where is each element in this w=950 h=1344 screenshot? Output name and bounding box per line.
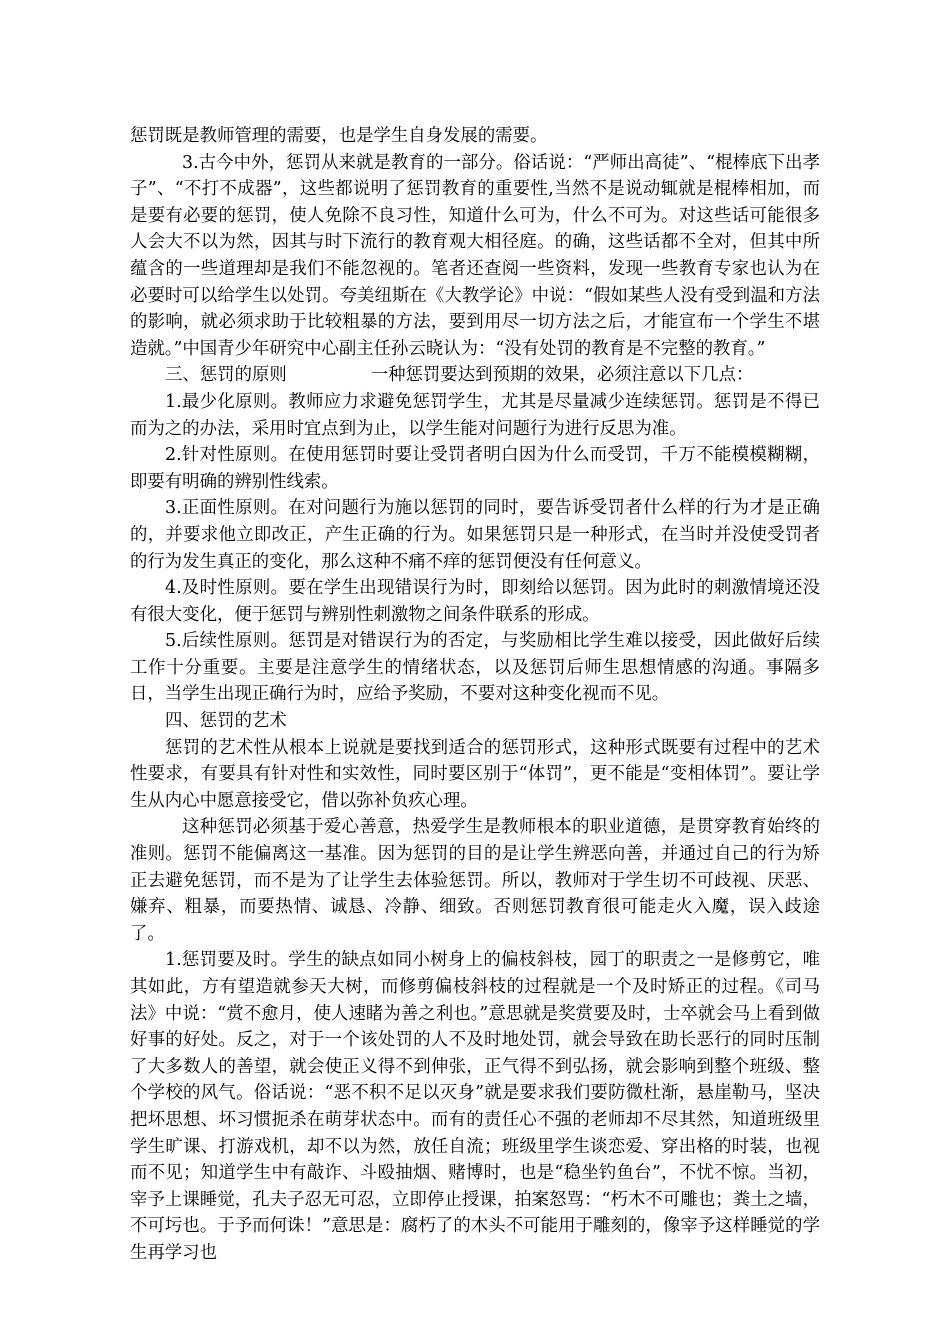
paragraph: 4.及时性原则。要在学生出现错误行为时，即刻给以惩罚。因为此时的刺激情境还没有很大变化，便于惩罚与辨别性刺激物之间条件联系的形成。 [130, 578, 820, 625]
paragraph: 1.最少化原则。教师应力求避免惩罚学生，尤其是尽量减少连续惩罚。惩罚是不得已而为之的办法，采用时宜点到为止，以学生能对问题行为进行反思为准。 [130, 391, 820, 439]
section-heading-paragraph [130, 362, 820, 389]
section-heading: 三、惩罚的原则 [165, 365, 287, 386]
paragraph: 2.针对性原则。在使用惩罚时要让受罚者明白因为什么而受罚，千万不能模模糊糊，即要有明确的辨别性线索。 [130, 445, 820, 492]
document-body [130, 123, 820, 1267]
paragraph: 5.后续性原则。惩罚是对错误行为的否定，与奖励相比学生难以接受，因此做好后续工作十分重要。主要是注意学生的情绪状态，以及惩罚后师生思想情感的沟通。事隔多日，当学生出现正确行为时，应给予奖励，不要对这种变化视而不见。 [130, 631, 820, 705]
paragraph: 惩罚既是教师管理的需要，也是学生自身发展的需要。 [130, 126, 548, 146]
paragraph: 这种惩罚必须基于爱心善意，热爱学生是教师根本的职业道德，是贯穿教育始终的准则。惩罚不能偏离这一基准。因为惩罚的目的是让学生辨恶向善，并通过自己的行为矫正去避免惩罚，而不是为了让学生去体验惩罚。所以，教师对于学生切不可歧视、厌恶、嫌弃、粗暴，而要热情、诚恳、冷静、细致。否则惩罚教育很可能走火入魔，误入歧途了。 [130, 817, 820, 944]
paragraph: 惩罚的艺术性从根本上说就是要找到适合的惩罚形式，这种形式既要有过程中的艺术性要求，有要具有针对性和实效性，同时要区别于“体罚”，更不能是“变相体罚”。要让学生从内心中愿意接受它，借以弥补负疚心理。 [130, 737, 820, 811]
paragraph: 3.古今中外，惩罚从来就是教育的一部分。俗话说：“严师出高徒”、“棍棒底下出孝子”、“不打不成器”，这些都说明了惩罚教育的重要性,当然不是说动辄就是棍棒相加，而是要有必要的惩罚，使人免除不良习性，知道什么可为，什么不可为。对这些话可能很多人会大不以为然，因其与时下流行的教育观大相径庭。的确，这些话都不全对，但其中所蕴含的一些道理却是我们不能忽视的。笔者还查阅一些资料，发现一些教育专家也认为在必要时可以给学生以处罚。夸美纽斯在《大教学论》中说：“假如某些人没有受到温和方法的影响，就必须求助于比较粗暴的方法，要到用尽一切方法之后，才能宣布一个学生不堪造就。”中国青少年研究中心副主任孙云晓认为：“没有处罚的教育是不完整的教育。” [130, 152, 820, 359]
paragraph: 1.惩罚要及时。学生的缺点如同小树身上的偏枝斜枝，园丁的职责之一是修剪它，唯其如此，方有望造就参天大树，而修剪偏枝斜枝的过程就是一个及时矫正的过程。《司马法》中说：“赏不愈月，使人速睹为善之利也。”意思就是奖赏要及时，士卒就会马上看到做好事的好处。反之，对于一个该处罚的人不及时地处罚，就会导致在助长恶行的同时压制了大多数人的善望，就会使正义得不到伸张，正气得不到弘扬，就会影响到整个班级、整个学校的风气。俗话说：“恶不积不足以灭身”就是要求我们要防微杜渐，悬崖勒马，坚决把坏思想、坏习惯扼杀在萌芽状态中。而有的责任心不强的老师却不尽其然，知道班级里学生旷课、打游戏机，却不以为然，放任自流；班级里学生谈恋爱、穿出格的时装，也视而不见；知道学生中有敲诈、斗殴抽烟、赌博时，也是“稳坐钓鱼台”，不忧不惊。当初，宰予上课睡觉，孔夫子忍无可忍，立即停止授课，拍案怒骂：“朽木不可雕也；粪土之墙，不可圬也。于予而何诛！”意思是：腐朽了的木头不可能用于雕刻的，像宰予这样睡觉的学生再学习也 [130, 950, 820, 1263]
paragraph: 3.正面性原则。在对问题行为施以惩罚的同时，要告诉受罚者什么样的行为才是正确的，并要求他立即改正，产生正确的行为。如果惩罚只是一种形式，在当时并没使受罚者的行为发生真正的变化，那么这种不痛不痒的惩罚便没有任何意义。 [130, 498, 820, 572]
section-heading: 四、惩罚的艺术 [165, 711, 287, 732]
section-intro: 一种惩罚要达到预期的效果，必须注意以下几点： [370, 365, 754, 386]
